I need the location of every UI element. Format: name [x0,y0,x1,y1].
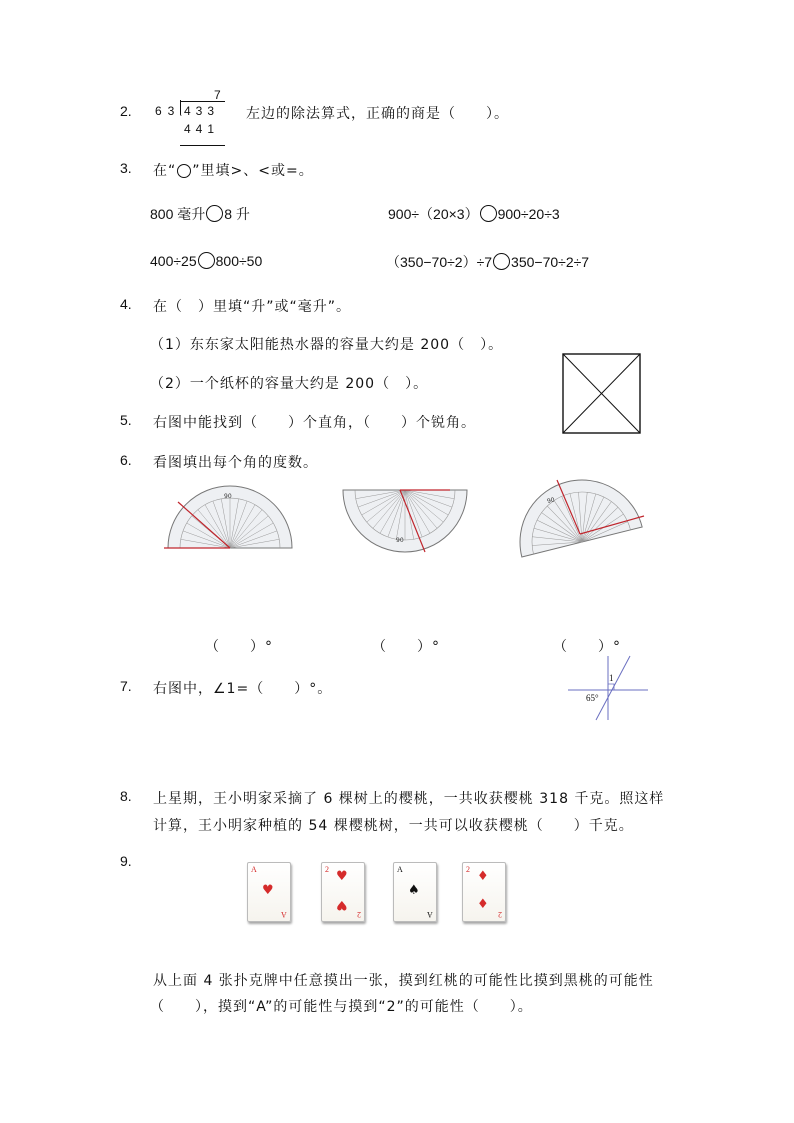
card-3-suit-icon: ♠ [408,883,420,898]
division-quotient: 7 [214,88,226,102]
compare-1-right: 8 升 [224,206,250,222]
playing-card-4 [462,862,506,922]
compare-circle[interactable] [198,252,215,269]
q9-line-2: （ ），摸到“A”的可能性与摸到“2”的可能性（ ）。 [150,999,533,1015]
playing-card-2 [321,862,365,922]
compare-2 [388,204,560,224]
q6-answer-1[interactable]: （ ）° [205,639,273,655]
q2-number: 2. [120,103,132,119]
q6-title: 看图填出每个角的度数。 [153,455,318,471]
compare-circle[interactable] [480,205,497,222]
compare-1 [150,204,250,224]
protractor-2-mark: 90 [396,537,404,544]
q3-number: 3. [120,160,132,176]
playing-card-3 [393,862,437,922]
card-1-suit-icon: ♥ [262,883,274,898]
q6-answer-2[interactable]: （ ）° [372,639,440,655]
compare-1-left: 800 毫升 [150,206,206,222]
card-1-rank-bottom: A [281,910,287,919]
protractor-3-mark: 90 [546,496,556,506]
card-4-rank: 2 [466,865,470,874]
card-3-rank-bottom: A [427,910,433,919]
card-1-rank: A [251,865,257,874]
circle-icon [177,164,191,178]
compare-3-right: 800÷50 [215,253,263,269]
division-dividend: 433 [184,104,220,118]
compare-4-left: （350−70÷2）÷7 [386,254,493,270]
q2-text: 左边的除法算式，正确的商是（ ）。 [246,106,509,122]
compare-4-right: 350−70÷2÷7 [511,254,590,270]
division-bracket [180,100,182,116]
protractor-1 [160,484,300,554]
card-2-rank: 2 [325,865,329,874]
card-4-suit-icon: ♦ [477,869,489,884]
angle-65-label: 65° [586,693,599,703]
protractor-1-mark: 90 [224,493,232,500]
card-2-rank-bottom: 2 [357,910,361,919]
compare-circle[interactable] [493,253,510,270]
card-2-suit-icon: ♥ [336,897,348,912]
q4-sub-2: （2）一个纸杯的容量大约是 200（ ）。 [150,376,429,392]
compare-2-left: 900÷（20×3） [388,206,479,222]
angle-figure [566,654,650,722]
q9-line-1: 从上面 4 张扑克牌中任意摸出一张，摸到红桃的可能性比摸到黑桃的可能性 [153,973,654,989]
angle-1-label: 1 [609,673,614,683]
division-subtraction: 441 [184,122,220,136]
division-divisor: 63 [155,104,181,118]
q5-text: 右图中能找到（ ）个直角，（ ）个锐角。 [153,415,476,431]
q4-number: 4. [120,296,132,312]
q3-title-end: ”里填>、<或=。 [192,163,314,179]
q7-text: 右图中，∠1=（ ）°。 [153,681,333,697]
q5-number: 5. [120,412,132,428]
card-4-suit-icon: ♦ [477,897,489,912]
card-2-suit-icon: ♥ [336,869,348,884]
q8-line-1: 上星期，王小明家采摘了 6 棵树上的樱桃，一共收获樱桃 318 千克。照这样 [153,791,665,807]
q3-title [153,160,314,180]
q8-number: 8. [120,788,132,804]
q4-sub-1: （1）东东家太阳能热水器的容量大约是 200（ ）。 [150,337,504,353]
compare-3-left: 400÷25 [150,253,197,269]
compare-2-right: 900÷20÷3 [497,206,560,222]
q3-title-start: 在“ [153,163,177,179]
playing-card-1 [247,862,291,922]
protractor-2 [340,486,470,554]
compare-3 [150,252,262,269]
division-bar [181,101,225,102]
q6-answer-3[interactable]: （ ）° [553,639,621,655]
division-line [180,145,225,146]
card-3-rank: A [397,865,403,874]
q9-number: 9. [120,853,132,869]
q7-number: 7. [120,678,132,694]
q4-title: 在（ ）里填“升”或“毫升”。 [153,299,352,315]
card-4-rank-bottom: 2 [498,910,502,919]
q8-line-2: 计算，王小明家种植的 54 棵樱桃树，一共可以收获樱桃（ ）千克。 [153,818,634,834]
square-diagonals-figure [562,353,642,435]
protractor-3 [512,472,652,564]
compare-4 [386,252,589,272]
compare-circle[interactable] [206,205,223,222]
q6-number: 6. [120,452,132,468]
